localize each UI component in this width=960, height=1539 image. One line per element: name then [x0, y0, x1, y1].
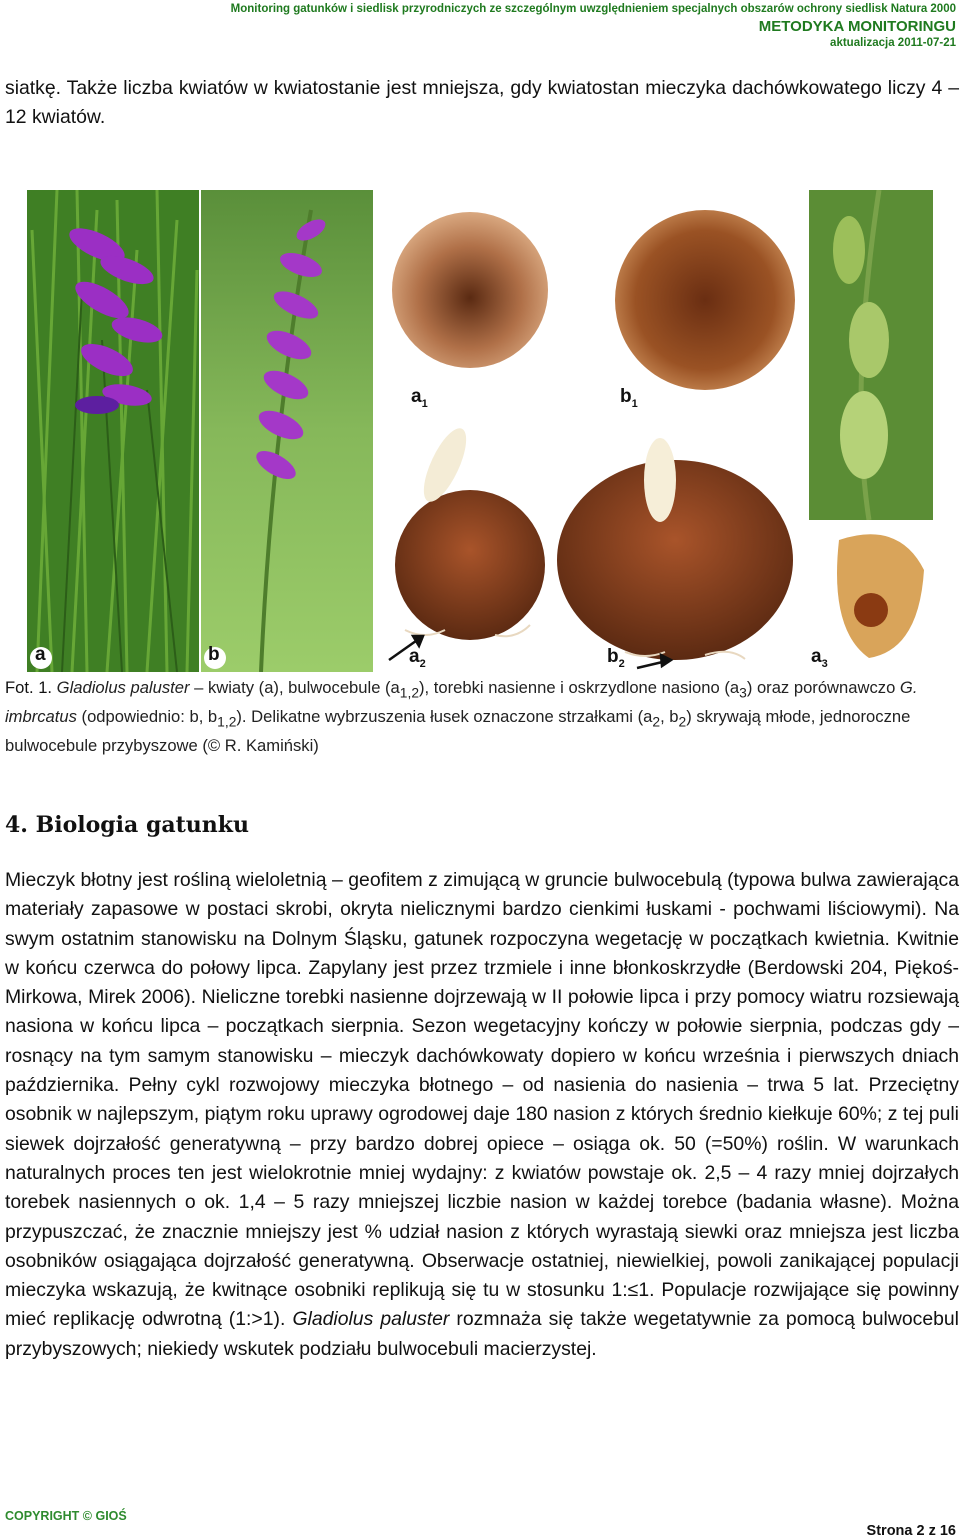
label-a2 [409, 646, 426, 670]
label-b: b [208, 644, 220, 665]
label-b2 [607, 646, 625, 670]
intro-paragraph: siatkę. Także liczba kwiatów w kwiatostanie jest mniejsza, gdy kwiatostan mieczyka dachówkowatego liczy 4 – 12 kwiatów. [5, 77, 959, 129]
caption-fig-label: Fot. 1. [5, 678, 53, 697]
caption-text-4: (odpowiednio: b, b [76, 707, 218, 727]
label-a1-sub: 1 [421, 397, 428, 410]
caption-sub-3: 1,2 [217, 713, 237, 730]
photo-flowers-paluster [27, 190, 199, 672]
caption-sub-1: 1,2 [399, 684, 420, 701]
label-b1-sub: 1 [631, 397, 638, 410]
figure-caption [5, 676, 955, 758]
label-b2-sub: 2 [618, 657, 625, 670]
label-a2-sub: 2 [419, 657, 426, 670]
label-b2-letter: b [607, 646, 619, 667]
photo-capsules-seed [809, 190, 933, 672]
caption-sub-4: 2 [652, 713, 661, 730]
caption-text-1: – kwiaty (a), bulwocebule (a [189, 678, 400, 697]
page-header [231, 2, 956, 50]
caption-sub-5: 2 [678, 713, 687, 730]
caption-text-7: ) skrywają młode, jednoroczne bulwocebule przybyszowe (© R. Kamiński) [5, 707, 911, 756]
header-project: Monitoring gatunków i siedlisk przyrodniczych ze szczególnym uwzględnieniem specjalnych obszarów ochrony siedlisk Natura 2000 [230, 3, 956, 15]
body-species: Gladiolus paluster [292, 1308, 450, 1331]
header-update-date: aktualizacja 2011-07-21 [830, 37, 956, 49]
figure-photo-plate [27, 190, 933, 672]
label-a: a [35, 644, 46, 665]
caption-species: Gladiolus paluster [56, 678, 190, 697]
body-main-text: Mieczyk błotny jest rośliną wieloletnią – geofitem z zimującą w gruncie bulwocebulą (typowa bulwa zawierająca materiały zapasowe w postaci skrobi, okryta nielicznymi bardzo cienkimi łuskami - pochwami liściowymi). Na swym ostatnim stanowisku na Dolnym Śląsku, gatunek rozpoczyna wegetację w początkach kwietnia. Kwitnie w końcu czerwca do połowy lipca. Zapylany jest przez trzmiele i inne błonkoskrzydłe (Berdowski 204, Piękoś-Mirkowa, Mirek 2006). Nieliczne torebki nasienne dojrzewają w II połowie lipca i przy pomocy wiatru rozsiewają nasiona w końcu lipca – początkach sierpnia. Sezon wegetacyjny kończy w połowie sierpnia, podczas gdy – rosnący na tym samym stanowisku – mieczyk dachówkowaty dopiero w końcu września i pierwszych dniach października. Pełny cykl rozwojowy mieczyka błotnego – od nasienia do nasienia – trwa 5 lat. Przeciętny osobnik w najlepszym, piątym roku uprawy ogrodowej daje 180 nasion z których średnio kiełkuje 60%; z tej puli siewek dojrzałość generatywną – przy bardzo dobrej opiece – osiąga ok. 50 (=50%) roślin. W warunkach naturalnych proces ten jest wielokrotnie mniej wydajny: z kwiatów powstaje ok. 2,5 – 4 razy mniej dojrzałych torebek nasiennych o ok. 1,4 – 5 razy mniejszej liczbie nasion w każdej torebce (badania własne). Można przypuszczać, że znacznie mniejszy jest % udział nasion z których wyrastają siewki oraz mniejsza jest liczba osobników osiągająca dojrzałość generatywną. Obserwacje ostatniej, niewielkiej, powoli zanikającej populacji mieczyka wskazują, że kwitnące osobniki replikują się tu w stosunku 1:≤1. Populacje rozwijające się powinny mieć replikację odwrotną (1:>1). [5, 869, 959, 1331]
body-end-text: rozmnaża się także wegetatywnie za pomocą bulwocebul przybyszowych; niekiedy wskutek podziału bulwocebuli macierzystej. [5, 1308, 959, 1360]
label-a1 [411, 386, 428, 410]
photo-flowers-imbricatus [201, 190, 373, 672]
caption-text-5: ). Delikatne wybrzuszenia łusek oznaczone strzałkami (a [236, 707, 653, 727]
caption-text-6: , b [660, 707, 679, 727]
label-a2-letter: a [409, 646, 420, 667]
caption-sub-2: 3 [739, 684, 747, 701]
caption-text-3: ) oraz porównawczo [746, 678, 900, 697]
label-b1-letter: b [620, 386, 632, 407]
footer-copyright: COPYRIGHT © GIOŚ [5, 1509, 127, 1523]
caption-text-2: ), torebki nasienne i oskrzydlone nasiono (a [419, 678, 740, 697]
body-paragraph [5, 866, 959, 1364]
section-title: 4. Biologia gatunku [5, 812, 249, 838]
label-a3 [811, 646, 828, 670]
label-a3-sub: 3 [821, 657, 828, 670]
footer-page-number: Strona 2 z 16 [866, 1523, 956, 1539]
label-a1-letter: a [411, 386, 422, 407]
caption-compare-species: G. imbrcatus [5, 678, 918, 727]
header-title: METODYKA MONITORINGU [758, 18, 956, 35]
photo-bulbs [375, 190, 807, 672]
label-b1 [620, 386, 638, 410]
label-a3-letter: a [811, 646, 822, 667]
